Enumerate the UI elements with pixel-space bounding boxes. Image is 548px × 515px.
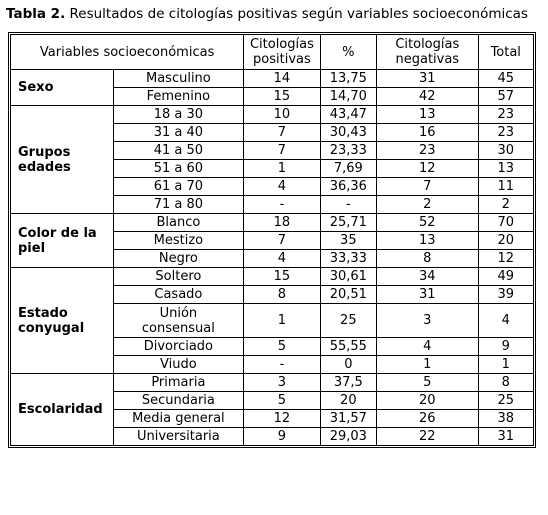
caption-text: Resultados de citologías positivas según variables socioeconómicas	[65, 6, 528, 22]
table-row	[11, 374, 534, 392]
group-label: Grupos edades	[11, 106, 114, 214]
cell-category: Universitaria	[113, 428, 244, 446]
cell-negative: 13	[377, 106, 478, 124]
cell-category: Blanco	[113, 214, 244, 232]
cell-negative: 3	[377, 304, 478, 338]
cell-positive: 7	[244, 142, 320, 160]
cell-category: Casado	[113, 286, 244, 304]
cell-category: 61 a 70	[113, 178, 244, 196]
cell-category: Viudo	[113, 356, 244, 374]
cell-total: 13	[478, 160, 533, 178]
cell-positive: 15	[244, 268, 320, 286]
cell-category: 51 a 60	[113, 160, 244, 178]
cell-total: 20	[478, 232, 533, 250]
cell-total: 57	[478, 88, 533, 106]
cell-positive: 12	[244, 410, 320, 428]
cell-negative: 7	[377, 178, 478, 196]
cell-negative: 20	[377, 392, 478, 410]
cell-positive: 3	[244, 374, 320, 392]
caption-label: Tabla 2.	[6, 6, 66, 22]
cell-total: 2	[478, 196, 533, 214]
cell-positive: 5	[244, 392, 320, 410]
header-row	[11, 35, 534, 70]
cell-category: 31 a 40	[113, 124, 244, 142]
cell-percent: 30,43	[320, 124, 376, 142]
cell-category: 18 a 30	[113, 106, 244, 124]
cell-negative: 12	[377, 160, 478, 178]
cell-total: 70	[478, 214, 533, 232]
cell-negative: 4	[377, 338, 478, 356]
cell-positive: 10	[244, 106, 320, 124]
cell-positive: 1	[244, 160, 320, 178]
cell-negative: 31	[377, 286, 478, 304]
cell-percent: 33,33	[320, 250, 376, 268]
cell-percent: 43,47	[320, 106, 376, 124]
cell-category: 41 a 50	[113, 142, 244, 160]
cell-category: Negro	[113, 250, 244, 268]
cell-total: 12	[478, 250, 533, 268]
cell-total: 31	[478, 428, 533, 446]
cell-percent: 25,71	[320, 214, 376, 232]
cell-total: 39	[478, 286, 533, 304]
table-row	[11, 106, 534, 124]
cell-category: Soltero	[113, 268, 244, 286]
cell-negative: 13	[377, 232, 478, 250]
group-label: Estado conyugal	[11, 268, 114, 374]
header-negative-line2: negativas	[395, 52, 460, 67]
cell-percent: 14,70	[320, 88, 376, 106]
cell-positive: 18	[244, 214, 320, 232]
cell-percent: 36,36	[320, 178, 376, 196]
cell-negative: 26	[377, 410, 478, 428]
table-row	[11, 70, 534, 88]
cell-percent: 30,61	[320, 268, 376, 286]
group-label: Escolaridad	[11, 374, 114, 446]
cell-positive: 8	[244, 286, 320, 304]
header-negative-line1: Citologías	[395, 37, 460, 52]
cell-percent: 31,57	[320, 410, 376, 428]
cell-positive: 15	[244, 88, 320, 106]
cell-percent: 29,03	[320, 428, 376, 446]
cell-category: Femenino	[113, 88, 244, 106]
cell-percent: 25	[320, 304, 376, 338]
cell-positive: 4	[244, 250, 320, 268]
cell-category: Media general	[113, 410, 244, 428]
cell-positive: 14	[244, 70, 320, 88]
group-label: Color de la piel	[11, 214, 114, 268]
cell-negative: 2	[377, 196, 478, 214]
header-percent: %	[320, 35, 376, 70]
cell-percent: 55,55	[320, 338, 376, 356]
cell-category: Primaria	[113, 374, 244, 392]
header-positive-line2: positivas	[253, 52, 311, 67]
table-row	[11, 214, 534, 232]
cell-positive: 7	[244, 232, 320, 250]
cell-total: 8	[478, 374, 533, 392]
cell-percent: 37,5	[320, 374, 376, 392]
cell-negative: 31	[377, 70, 478, 88]
cell-positive: 9	[244, 428, 320, 446]
header-variables: Variables socioeconómicas	[11, 35, 244, 70]
cell-positive: 4	[244, 178, 320, 196]
cell-total: 23	[478, 124, 533, 142]
header-positive	[244, 35, 320, 70]
cell-positive: -	[244, 196, 320, 214]
cell-negative: 16	[377, 124, 478, 142]
cell-total: 25	[478, 392, 533, 410]
cell-category: Divorciado	[113, 338, 244, 356]
header-negative	[377, 35, 478, 70]
cell-positive: -	[244, 356, 320, 374]
cell-total: 30	[478, 142, 533, 160]
cell-total: 45	[478, 70, 533, 88]
cell-negative: 5	[377, 374, 478, 392]
header-positive-line1: Citologías	[249, 37, 314, 52]
cell-negative: 8	[377, 250, 478, 268]
group-label: Sexo	[11, 70, 114, 106]
cell-category: Mestizo	[113, 232, 244, 250]
table-row	[11, 268, 534, 286]
cell-category: Unión consensual	[113, 304, 244, 338]
cell-negative: 22	[377, 428, 478, 446]
cell-total: 38	[478, 410, 533, 428]
cell-total: 11	[478, 178, 533, 196]
cell-positive: 1	[244, 304, 320, 338]
cell-category: Secundaria	[113, 392, 244, 410]
cell-positive: 7	[244, 124, 320, 142]
cell-percent: 20,51	[320, 286, 376, 304]
cell-percent: 23,33	[320, 142, 376, 160]
cell-category: Masculino	[113, 70, 244, 88]
cell-positive: 5	[244, 338, 320, 356]
cell-total: 9	[478, 338, 533, 356]
cell-negative: 1	[377, 356, 478, 374]
results-table	[10, 34, 534, 446]
cell-percent: -	[320, 196, 376, 214]
table-body	[11, 70, 534, 446]
cell-negative: 34	[377, 268, 478, 286]
table-caption	[6, 6, 528, 22]
header-total: Total	[478, 35, 533, 70]
cell-total: 1	[478, 356, 533, 374]
cell-negative: 52	[377, 214, 478, 232]
cell-percent: 35	[320, 232, 376, 250]
cell-negative: 42	[377, 88, 478, 106]
cell-negative: 23	[377, 142, 478, 160]
cell-percent: 7,69	[320, 160, 376, 178]
cell-total: 4	[478, 304, 533, 338]
cell-percent: 0	[320, 356, 376, 374]
cell-category: 71 a 80	[113, 196, 244, 214]
cell-total: 49	[478, 268, 533, 286]
cell-percent: 20	[320, 392, 376, 410]
cell-total: 23	[478, 106, 533, 124]
cell-percent: 13,75	[320, 70, 376, 88]
